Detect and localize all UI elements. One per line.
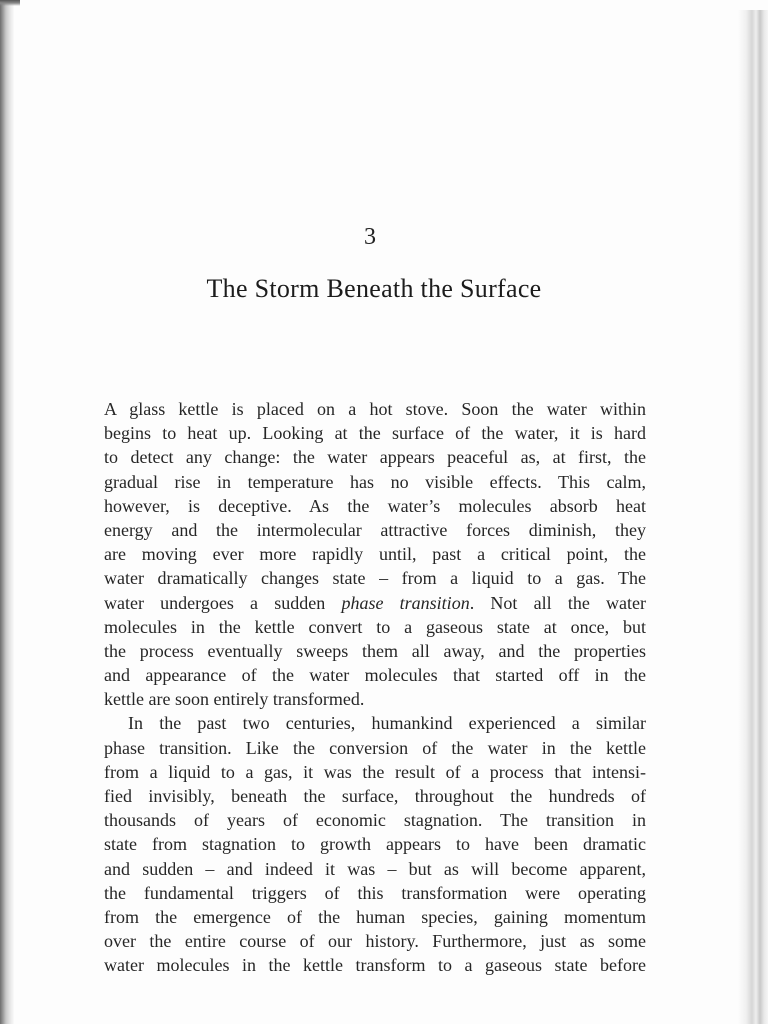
- text-line: however, is deceptive. As the water’s molecules absorb heat: [104, 495, 646, 516]
- text-line: water molecules in the kettle transform to a gaseous state before: [104, 955, 646, 976]
- text-line-with-italic: [104, 591, 646, 615]
- text-line: gradual rise in temperature has no visible effects. This calm,: [104, 471, 646, 492]
- text-line: the process eventually sweeps them all away, and the properties: [104, 640, 646, 661]
- text-segment: . Not all the water: [469, 592, 647, 613]
- text-line: phase transition. Like the conversion of the water in the kettle: [104, 737, 646, 758]
- chapter-body: [104, 397, 646, 978]
- text-line: the fundamental triggers of this transformation were operating: [104, 882, 646, 903]
- text-line: fied invisibly, beneath the surface, throughout the hundreds of: [104, 786, 646, 806]
- page-edge-shadow: [738, 10, 768, 1024]
- italic-term: phase transition: [341, 592, 470, 613]
- text-segment: water undergoes a sudden: [104, 592, 342, 613]
- paragraph-2: [104, 711, 646, 977]
- chapter-title: The Storm Beneath the Surface: [206, 274, 542, 303]
- text-line: from the emergence of the human species, gaining momentum: [104, 906, 646, 927]
- text-line: over the entire course of our history. Furthermore, just as some: [104, 931, 646, 952]
- page-corner-shadow: [0, 0, 20, 12]
- chapter-number: 3: [364, 224, 376, 250]
- text-line: In the past two centuries, humankind experienced a similar: [128, 713, 646, 734]
- text-line: begins to heat up. Looking at the surface of the water, it is hard: [104, 423, 646, 444]
- paragraph-1: [104, 397, 646, 711]
- text-line: state from stagnation to growth appears to have been dramatic: [104, 834, 646, 855]
- text-line: A glass kettle is placed on a hot stove. Soon the water within: [104, 399, 646, 419]
- text-line: from a liquid to a gas, it was the result of a process that intensi-: [104, 761, 646, 782]
- text-line: molecules in the kettle convert to a gaseous state at once, but: [104, 616, 646, 637]
- text-line: thousands of years of economic stagnation. The transition in: [104, 810, 646, 831]
- text-line: energy and the intermolecular attractive forces diminish, they: [104, 519, 646, 540]
- text-line: are moving ever more rapidly until, past a critical point, the: [104, 544, 646, 565]
- text-line: and appearance of the water molecules that started off in the: [104, 665, 646, 686]
- text-line: to detect any change: the water appears peaceful as, at first, the: [104, 447, 646, 468]
- text-line: and sudden – and indeed it was – but as will become apparent,: [104, 858, 646, 879]
- page-gutter-shadow: [0, 0, 14, 1024]
- text-line: water dramatically changes state – from a liquid to a gas. The: [104, 568, 646, 589]
- text-line: kettle are soon entirely transformed.: [104, 689, 365, 710]
